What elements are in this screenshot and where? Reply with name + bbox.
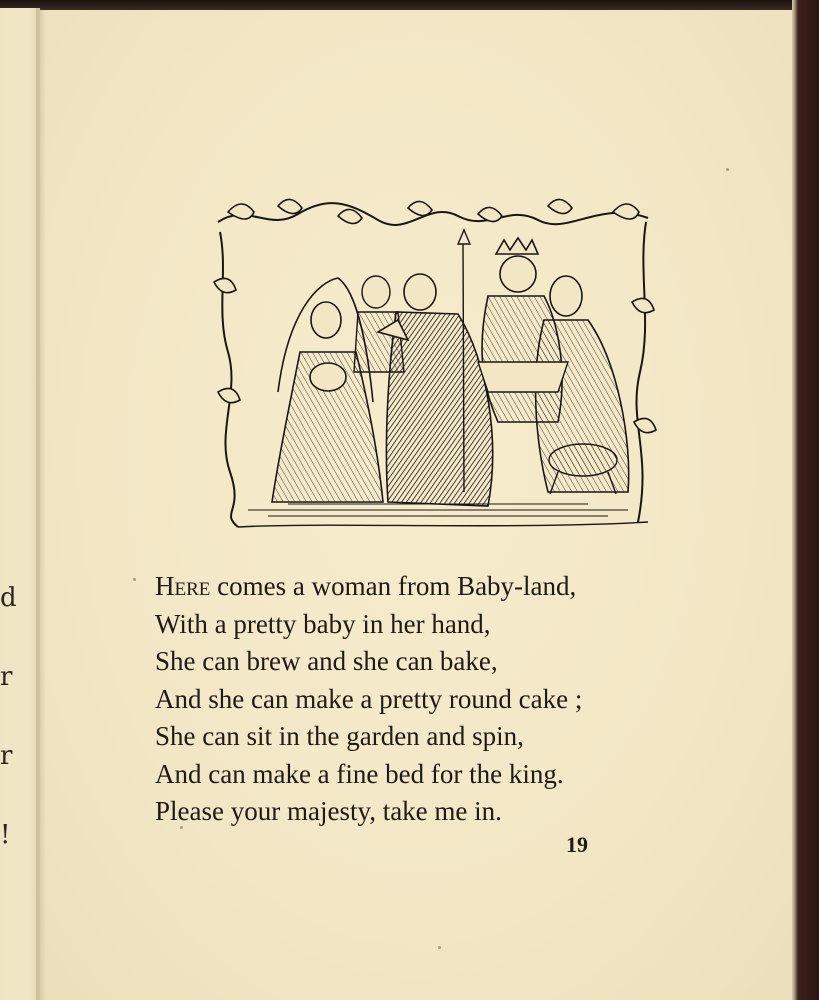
left-page-fragment: ! (0, 820, 11, 850)
left-page-edge (0, 8, 40, 1000)
verse-first-word: Here (155, 571, 211, 601)
verse-line-1 (155, 568, 755, 606)
paper-speck (133, 578, 136, 581)
verse-line: Please your majesty, take me in. (155, 796, 502, 826)
paper-speck (180, 826, 183, 829)
book-page (40, 10, 792, 1000)
left-page-fragment: r (0, 741, 13, 771)
verse-first-line-rest: comes a woman from Baby-land, (210, 571, 577, 601)
nursery-rhyme-verse (155, 568, 755, 831)
woodcut-illustration-icon (208, 192, 660, 536)
verse-line: She can sit in the garden and spin, (155, 721, 524, 751)
page-gutter-shadow (36, 8, 46, 1000)
woodcut-illustration-icon (208, 192, 660, 536)
book-cover-edge (792, 0, 819, 1000)
paper-speck (438, 946, 441, 949)
verse-line: She can brew and she can bake, (155, 646, 498, 676)
book-top-edge (0, 0, 819, 10)
page-number: 19 (566, 832, 588, 857)
verse-line: And she can make a pretty round cake ; (155, 683, 583, 714)
paper-speck (726, 168, 729, 171)
left-page-fragment: r (0, 662, 13, 692)
verse-line: With a pretty baby in her hand, (155, 608, 491, 639)
verse-line: And can make a fine bed for the king. (155, 758, 564, 789)
left-page-fragment: d (0, 583, 17, 613)
